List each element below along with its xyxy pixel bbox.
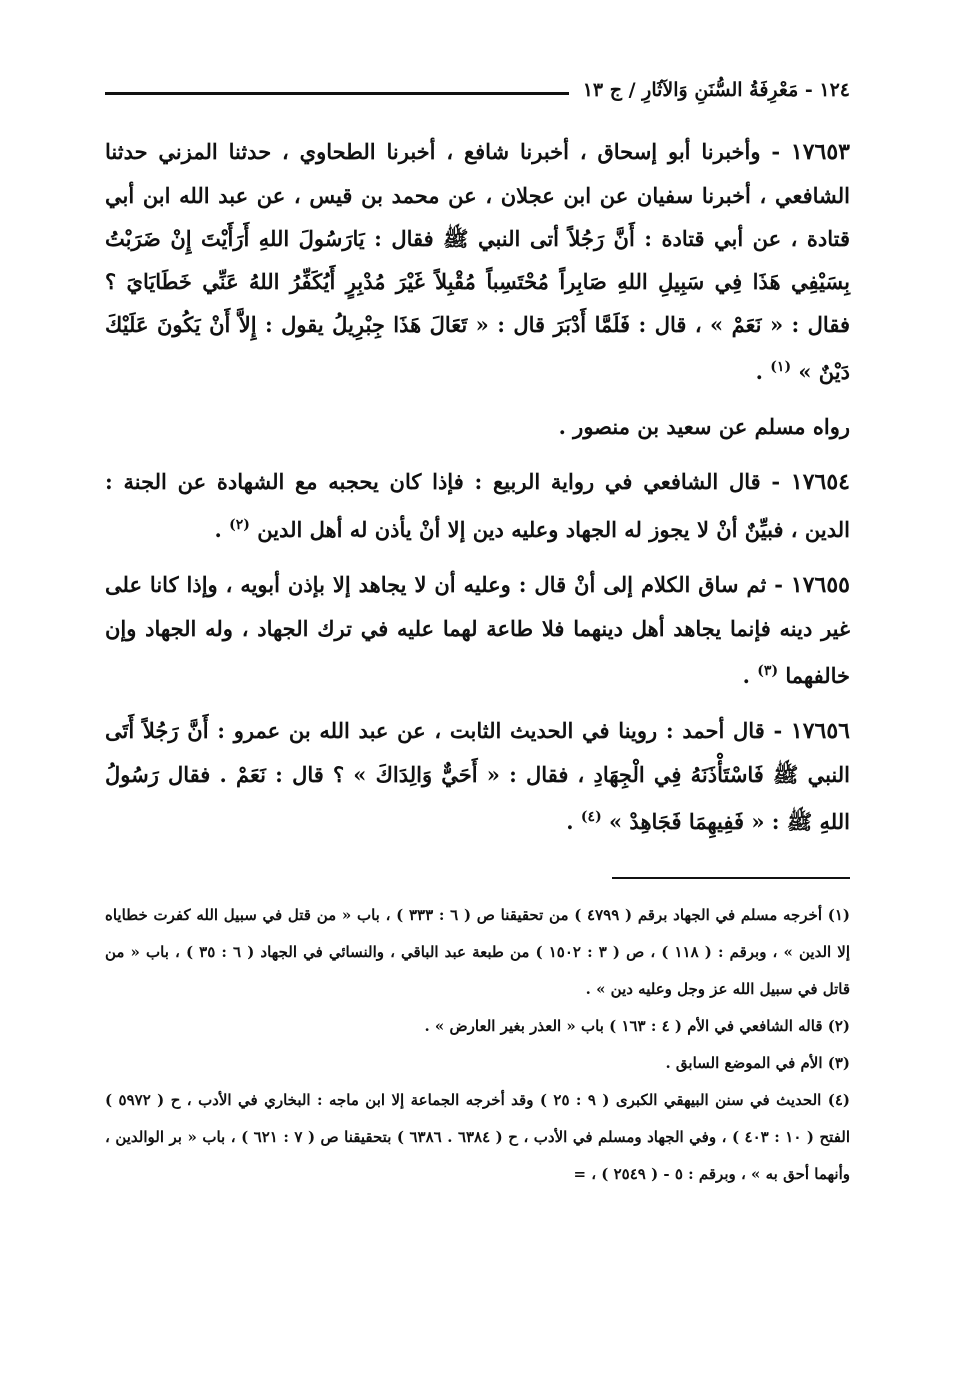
footnote-separator — [612, 877, 850, 879]
footnote-2: (٢) قاله الشافعي في الأم ( ٤ : ١٦٣ ) باب « العذر بغير العارض » . — [424, 1017, 850, 1035]
footnote-ref: (٤) — [580, 809, 602, 825]
hadith-number: ١٧٦٥٥ — [790, 572, 850, 598]
paragraph-17654 — [105, 460, 850, 551]
paragraph-text: - قال الشافعي في رواية الربيع : فإذا كان يحجبه مع الشهادة عن الجنة : الدين ، فبيِّنٌ أنْ لا يجوز له الجهاد وعليه دين إلا أنْ يأذن له أهل الدين — [105, 469, 850, 542]
paragraph-text: - ثم ساق الكلام إلى أنْ قال : وعليه أن لا يجاهد إلا بإذن أبويه ، وإذا كانا على غير دينه فإنما يجاهد أهل دينهما فلا طاعة لهما عليه في ترك الجهاد ، وله الجهاد وإن خالفهما — [105, 572, 850, 688]
footnotes — [105, 897, 850, 1193]
header-title: ١٢٤ - مَعْرِفَةُ السُّنَنِ وَالآثَارِ / ج ١٣ — [582, 79, 850, 101]
hadith-number: ١٧٦٥٤ — [790, 469, 850, 495]
paragraph-end: . — [755, 359, 771, 384]
hadith-number: ١٧٦٥٣ — [790, 139, 850, 165]
paragraph-end: . — [742, 663, 758, 688]
main-text — [105, 130, 850, 843]
hadith-number: ١٧٦٥٦ — [790, 718, 850, 744]
paragraph-17653 — [105, 130, 850, 393]
footnote-ref: (١) — [770, 359, 792, 375]
running-header — [105, 70, 850, 110]
paragraph-17656 — [105, 709, 850, 843]
header-rule — [105, 92, 569, 95]
footnote-ref: (٢) — [229, 517, 250, 533]
paragraph-end: . — [566, 809, 581, 834]
paragraph-text: رواه مسلم عن سعيد بن منصور . — [558, 414, 850, 439]
paragraph-text: - قال أحمد : روينا في الحديث الثابت ، عن عبد الله بن عمرو : أَنَّ رَجُلاً أَتَى النبي ﷺ فَاسْتَأْذَنَهُ فِي الْجِهَادِ ، فقال : « أَحَيٌّ وَالِدَاكَ » ؟ قال : نَعَمْ . فقال رَسُولُ اللهِ ﷺ : « فَفِيهِمَا فَجَاهِدْ » — [105, 718, 850, 834]
document-page — [105, 70, 850, 1193]
footnote-3: (٣) الأم في الموضع السابق . — [665, 1054, 850, 1072]
paragraph-end: . — [214, 517, 230, 542]
paragraph-17655 — [105, 563, 850, 697]
footnote-4: (٤) الحديث في سنن البيهقي الكبرى ( ٩ : ٢٥ ) وقد أخرجه الجماعة إلا ابن ماجه : البخاري في الأدب ، ح ( ٥٩٧٢ ) الفتح ( ١٠ : ٤٠٣ ) ، وفي الجهاد ومسلم في الأدب ، ح ( ٦٣٨٤ . ٦٣٨٦ ) بتحقيقنا ص ( ٧ : ٦٢١ ) ، باب « بر الوالدين ، وأنهما أحق به » ، وبرقم : ٥ - ( ٢٥٤٩ ) ، = — [105, 1091, 851, 1183]
paragraph-text: - وأخبرنا أبو إسحاق ، أخبرنا شافع ، أخبرنا الطحاوي ، حدثنا المزني حدثنا الشافعي ، أخبرنا سفيان عن ابن عجلان ، عن محمد بن قيس ، عن عبد الله ابن أبي قتادة ، عن أبي قتادة : أَنَّ رَجُلاً أتى النبي ﷺ فقال : يَارَسُولَ اللهِ أَرَأَيْتَ إِنْ ضَرَبْتُ بِسَيْفِي هَذَا فِي سَبِيلِ اللهِ صَابِراً مُحْتَسِباً مُقْبِلاً غَيْرَ مُدْبِرٍ أَيُكَفِّرُ اللهُ عَنِّي خَطَايَايَ ؟ فقال : « نَعَمْ » ، قال : فَلَمَّا أَدْبَرَ قال : « تَعَالَ هَذَا جِبْرِيلُ يقول : إِلاَّ أَنْ يَكُونَ عَلَيْكَ دَيْنٌ » — [105, 139, 850, 384]
footnote-ref: (٣) — [757, 663, 779, 679]
footnote-1: (١) أخرجه مسلم في الجهاد برقم ( ٤٧٩٩ ) من تحقيقنا ص ( ٦ : ٣٣٣ ) ، باب « من قتل في سبيل الله كفرت خطاياه إلا الدين » ، وبرقم : ( ١١٨ ) ، ص ( ٣ : ١٥٠٢ ) من طبعة عبد الباقي ، والنسائي في الجهاد ( ٦ : ٣٥ ) ، باب « من قاتل في سبيل الله عز وجل وعليه دين » . — [105, 906, 851, 998]
paragraph-narration — [105, 405, 850, 448]
